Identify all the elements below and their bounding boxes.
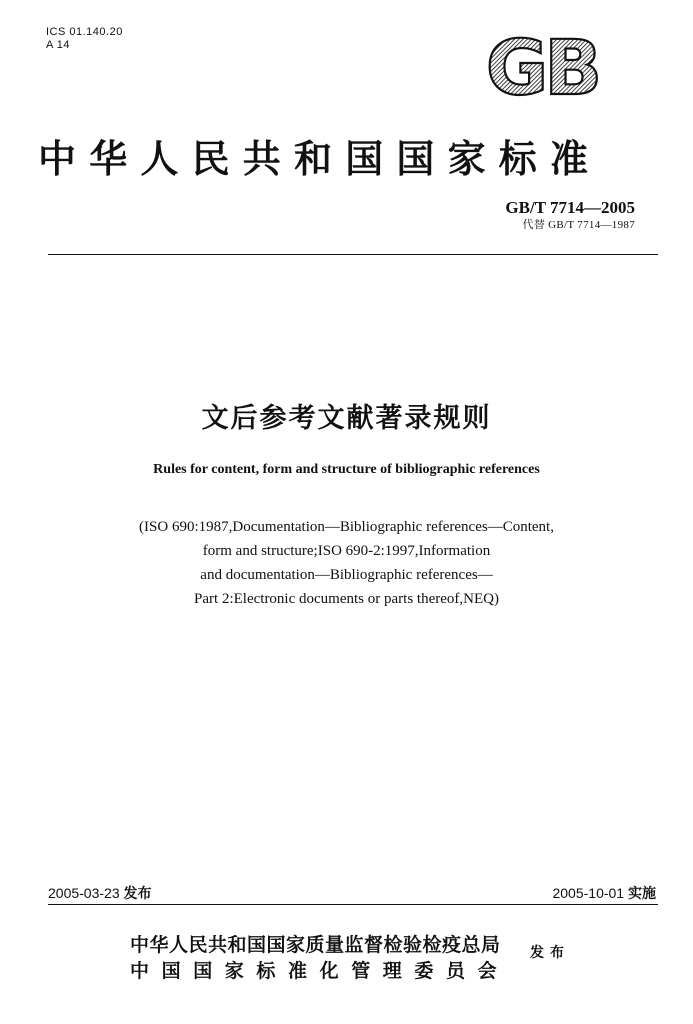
document-title-en: Rules for content, form and structure of bibliographic references: [153, 462, 540, 477]
implementation-date: 2005-10-01: [552, 885, 625, 901]
gb-logo: [468, 30, 616, 102]
header-divider: [48, 254, 658, 255]
issuing-authority-2: 中国国家标准化管理委员会: [130, 960, 510, 982]
issue-date-block: [48, 883, 152, 903]
issuing-authority-1: 中华人民共和国国家质量监督检验检疫总局: [130, 934, 501, 956]
publish-label: 发布: [530, 945, 570, 961]
iso-equivalence: [0, 515, 693, 611]
standard-number: GB/T 7714—2005: [505, 198, 635, 217]
footer-divider: [48, 904, 658, 905]
equivalence-line: form and structure;ISO 690-2:1997,Information: [202, 543, 491, 559]
ccs-code: A 14: [46, 39, 71, 51]
document-title-cn: 文后参考文献著录规则: [201, 403, 492, 434]
issue-label: 发布: [123, 886, 152, 902]
issue-date: 2005-03-23: [48, 885, 120, 901]
equivalence-line: (ISO 690:1987,Documentation—Bibliographic references—Content,: [139, 519, 554, 535]
national-standard-title: 中华人民共和国国家标准: [38, 137, 602, 181]
implementation-label: 实施: [628, 886, 656, 902]
equivalence-line: Part 2:Electronic documents or parts thereof,NEQ): [194, 591, 499, 607]
implementation-date-block: [552, 883, 656, 903]
ics-code: ICS 01.140.20: [46, 26, 123, 38]
replaces-standard: 代替 GB/T 7714—1987: [522, 219, 635, 231]
classification-codes: [46, 26, 123, 52]
gb-logo-text: GB: [485, 30, 599, 102]
equivalence-line: and documentation—Bibliographic references—: [200, 567, 493, 583]
